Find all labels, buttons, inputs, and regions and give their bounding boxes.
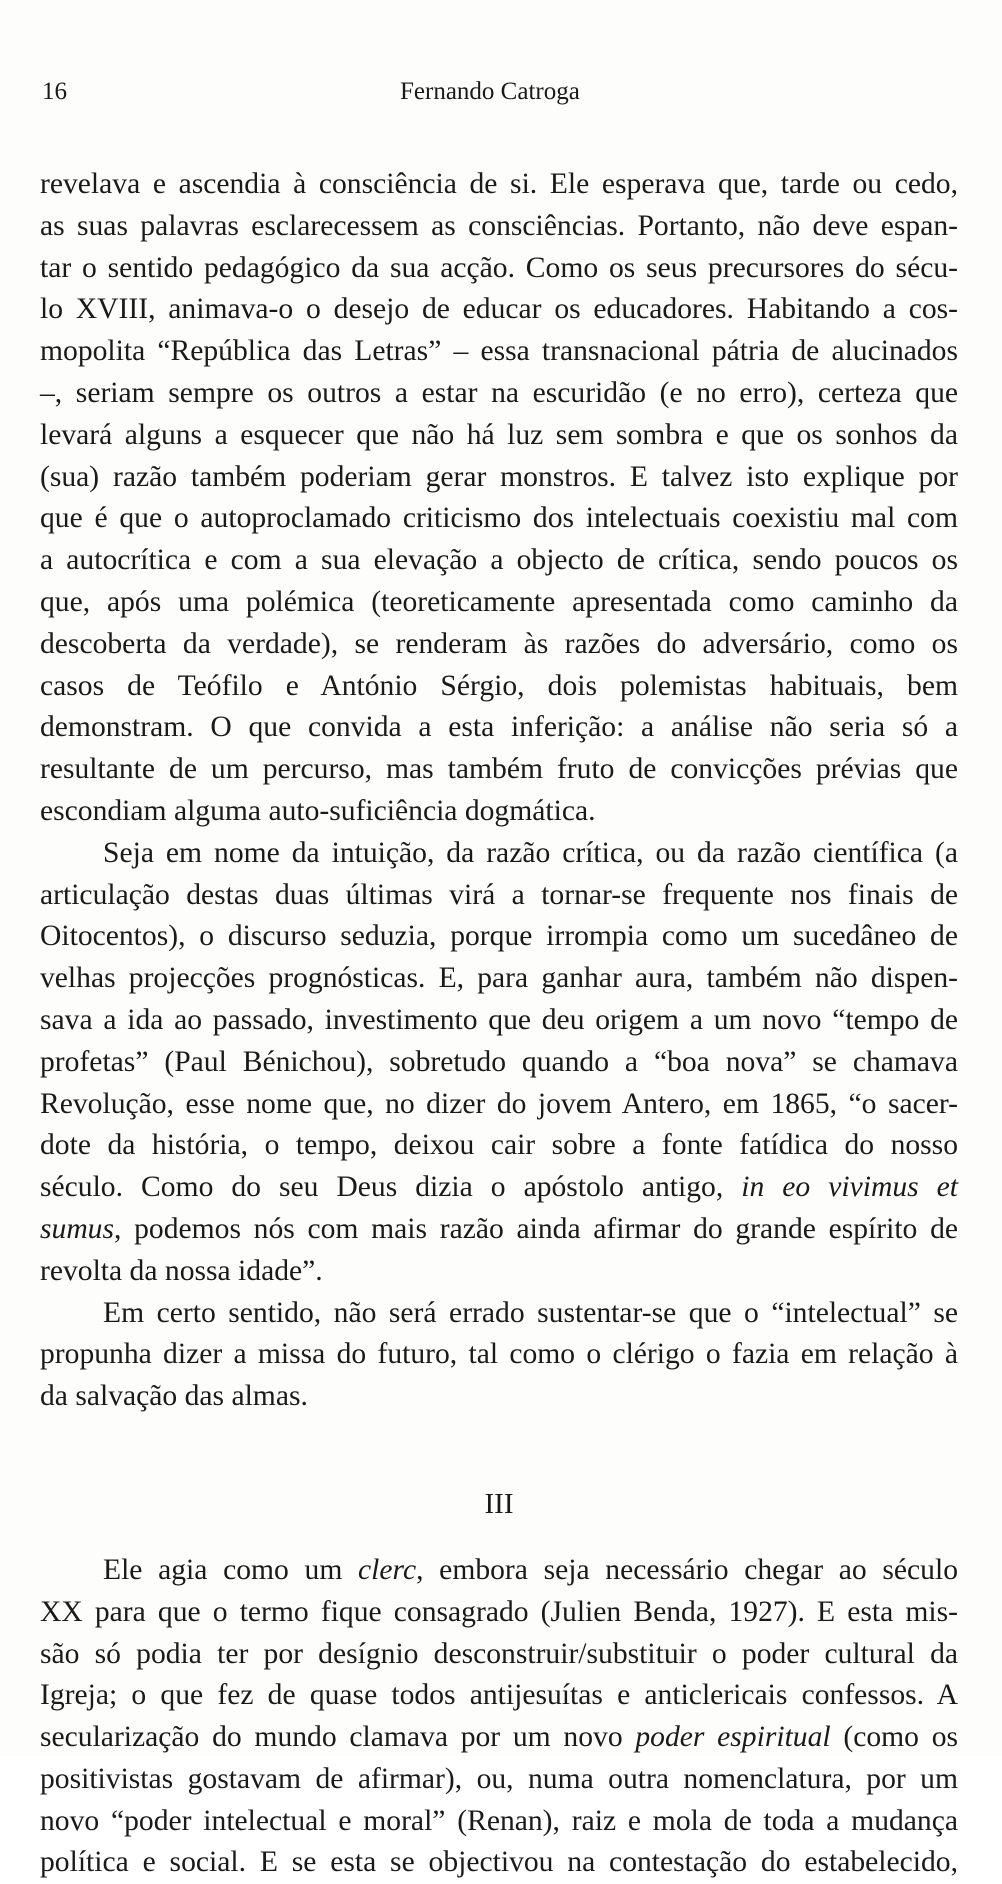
text-line: (sua) razão também poderiam gerar monstros. E talvez isto explique por	[40, 460, 958, 493]
text-line: articulação destas duas últimas virá a tornar-se frequente nos finais de	[40, 878, 958, 911]
text-line: escondiam alguma auto-suficiência dogmática.	[40, 794, 596, 827]
text-line: Revolução, esse nome que, no dizer do jovem Antero, em 1865, “o sacer-	[40, 1087, 958, 1120]
text-run: secularização do mundo clamava por um novo	[40, 1721, 623, 1754]
page-number: 16	[42, 78, 67, 105]
paragraph	[40, 1293, 958, 1418]
text-line: –, seriam sempre os outros a estar na escuridão (e no erro), certeza que	[40, 376, 958, 409]
text-line: demonstram. O que convida a esta inferição: a análise não seria só a	[40, 711, 958, 744]
text-line	[40, 1717, 958, 1759]
text-line: Igreja; o que fez de quase todos antijesuítas e anticlericais confessos. A	[40, 1679, 958, 1712]
text-line: as suas palavras esclarecessem as consciências. Portanto, não deve espan-	[40, 209, 958, 242]
text-line: propunha dizer a missa do futuro, tal como o clérigo o fazia em relação à	[40, 1338, 958, 1371]
text-line: revolta da nossa idade”.	[40, 1254, 323, 1287]
section-heading: III	[484, 1487, 514, 1520]
text-line: positivistas gostavam de afirmar), ou, numa outra nomenclatura, por um	[40, 1762, 958, 1795]
text-line: sava a ida ao passado, investimento que deu origem a um novo “tempo de	[40, 1003, 958, 1036]
text-line: são só podia ter por desígnio desconstruir/substituir o poder cultural da	[40, 1637, 958, 1670]
text-line: da salvação das almas.	[40, 1380, 308, 1413]
text-line: que, após uma polémica (teoreticamente apresentada como caminho da	[40, 585, 958, 618]
text-run: , podemos nós com mais razão ainda afirmar do grande espírito de	[114, 1212, 958, 1245]
text-line: dote da história, o tempo, deixou cair sobre a fonte fatídica do nosso	[40, 1129, 958, 1162]
text-run: século. Como do seu Deus dizia o apóstolo antigo,	[40, 1171, 724, 1204]
text-run: , embora seja necessário chegar ao século	[416, 1553, 958, 1586]
text-run: Ele agia como um	[103, 1553, 343, 1586]
latin-quote: in eo vivimus et	[741, 1171, 958, 1204]
text-line: mopolita “República das Letras” – essa transnacional pátria de alucinados	[40, 335, 958, 368]
text-line: resultante de um percurso, mas também fruto de convicções prévias que	[40, 753, 958, 786]
paragraph	[40, 164, 958, 833]
text-line: política e social. E se esta se objectivou na contestação do estabelecido,	[40, 1846, 958, 1879]
text-line: casos de Teófilo e António Sérgio, dois polemistas habituais, bem	[40, 669, 958, 702]
text-line: profetas” (Paul Bénichou), sobretudo quando a “boa nova” se chamava	[40, 1045, 958, 1078]
text-line: Seja em nome da intuição, da razão crítica, ou da razão científica (a	[103, 836, 958, 869]
text-line: tar o sentido pedagógico da sua acção. Como os seus precursores do sécu-	[40, 251, 958, 284]
text-line: levará alguns a esquecer que não há luz sem sombra e que os sonhos da	[40, 418, 958, 451]
text-line	[40, 1209, 958, 1251]
text-run: (como os	[830, 1721, 959, 1754]
text-line	[40, 1167, 958, 1209]
text-line: descoberta da verdade), se renderam às razões do adversário, como os	[40, 627, 958, 660]
paragraph	[40, 1550, 958, 1884]
italic-term: poder espiritual	[635, 1721, 831, 1754]
text-line: novo “poder intelectual e moral” (Renan), raiz e mola de toda a mudança	[40, 1804, 958, 1837]
running-head: Fernando Catroga	[400, 78, 580, 105]
text-line: a autocrítica e com a sua elevação a objecto de crítica, sendo poucos os	[40, 544, 958, 577]
italic-term: clerc	[358, 1553, 417, 1586]
text-line: que é que o autoproclamado criticismo dos intelectuais coexistiu mal com	[40, 502, 958, 535]
page-header	[40, 78, 958, 114]
text-line: XX para que o termo fique consagrado (Julien Benda, 1927). E esta mis-	[40, 1595, 958, 1628]
text-line: Oitocentos), o discurso seduzia, porque irrompia como um sucedâneo de	[40, 920, 958, 953]
paragraph	[40, 833, 958, 1293]
text-line: lo XVIII, animava-o o desejo de educar os educadores. Habitando a cos-	[40, 293, 958, 326]
text-line: velhas projecções prognósticas. E, para ganhar aura, também não dispen-	[40, 962, 958, 995]
latin-quote: sumus	[40, 1212, 114, 1245]
text-line	[40, 1550, 958, 1592]
body-text	[40, 164, 958, 1884]
text-line: revelava e ascendia à consciência de si. Ele esperava que, tarde ou cedo,	[40, 168, 958, 200]
text-line: Em certo sentido, não será errado sustentar-se que o “intelectual” se	[103, 1296, 958, 1329]
